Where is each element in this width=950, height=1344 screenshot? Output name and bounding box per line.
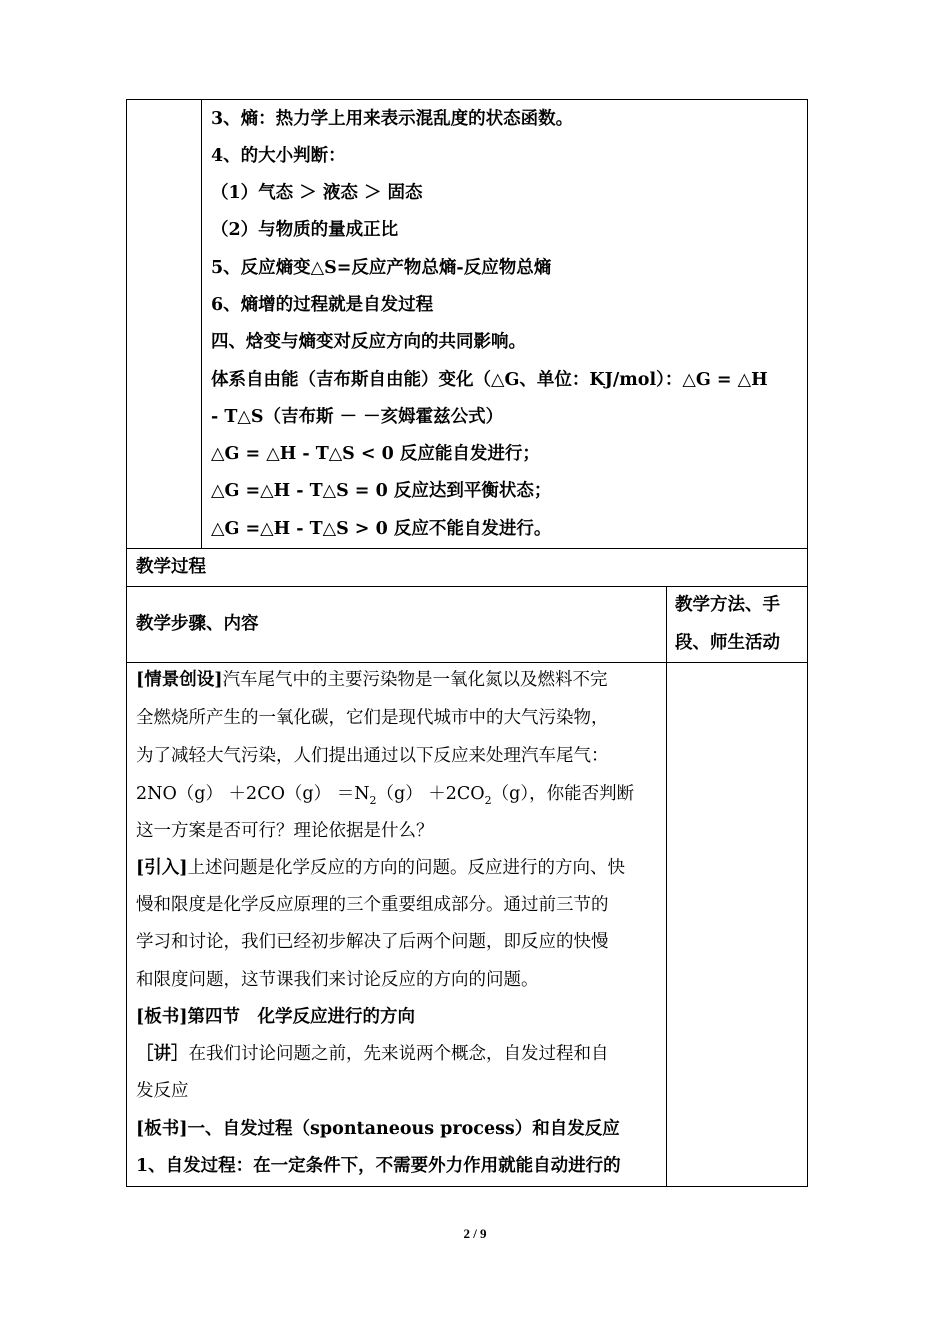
- methods-column-header-line1: 教学方法、手: [675, 595, 780, 615]
- body-line-7: 慢和限度是化学反应原理的三个重要组成部分。通过前三节的: [136, 895, 609, 915]
- scenario-text: 汽车尾气中的主要污染物是一氧化氮以及燃料不完: [222, 670, 608, 690]
- page-number: 2 / 9: [463, 1226, 487, 1241]
- section-rule-1: [127, 548, 807, 549]
- entropy-rule-1: （1）气态 ＞ 液态 ＞ 固态: [211, 183, 423, 203]
- lecture-text: 在我们讨论问题之前，先来说两个概念，自发过程和自: [188, 1044, 609, 1064]
- body-line-12: 发反应: [136, 1081, 189, 1101]
- methods-column-rule: [666, 586, 667, 1186]
- board-spontaneous-heading: [板书]一、自发过程（spontaneous process）和自发反应: [136, 1119, 620, 1139]
- entropy-size-heading: 4、的大小判断：: [211, 146, 346, 166]
- body-line-2: 全燃烧所产生的一氧化碳，它们是现代城市中的大气污染物，: [136, 708, 609, 728]
- intro-tag: [引入]: [136, 858, 188, 878]
- gibbs-definition: 体系自由能（吉布斯自由能）变化（△G、单位：KJ/mol）：△G = △H: [211, 370, 768, 390]
- reaction-equation: [136, 784, 634, 806]
- equation-part-a: 2NO（g） ＋2CO（g） ＝N: [136, 784, 370, 804]
- steps-column-header: 教学步骤、内容: [136, 614, 259, 634]
- gibbs-negative: △G = △H - T△S < 0 反应能自发进行；: [211, 444, 540, 464]
- equation-part-b: （g） ＋2CO: [376, 784, 485, 804]
- gibbs-positive: △G =△H - T△S > 0 反应不能自发进行。: [211, 519, 552, 539]
- intro-text: 上述问题是化学反应的方向的问题。反应进行的方向、快: [187, 858, 626, 878]
- body-line-9: 和限度问题，这节课我们来讨论反应的方向的问题。: [136, 970, 539, 990]
- section-header: 教学过程: [136, 557, 206, 577]
- scenario-line: [136, 670, 608, 690]
- equation-subscript-1: 2: [369, 794, 377, 807]
- equation-part-c: （g），你能否判断: [491, 784, 635, 804]
- body-line-3: 为了减轻大气污染，人们提出通过以下反应来处理汽车尾气：: [136, 746, 609, 766]
- lecture-line: [136, 1044, 609, 1064]
- entropy-definition: 3、熵：热力学上用来表示混乱度的状态函数。: [211, 109, 574, 129]
- section-rule-2: [127, 586, 807, 587]
- top-left-column-rule: [201, 100, 202, 548]
- scenario-tag: [情景创设]: [136, 670, 223, 690]
- equation-subscript-2: 2: [484, 794, 492, 807]
- gibbs-zero: △G =△H - T△S = 0 反应达到平衡状态；: [211, 481, 552, 501]
- gibbs-formula: - T△S（吉布斯 － －亥姆霍兹公式）: [211, 407, 504, 427]
- methods-column-header-line2: 段、师生活动: [675, 633, 780, 653]
- body-line-5: 这一方案是否可行？理论依据是什么？: [136, 821, 434, 841]
- lecture-tag: ［讲］: [136, 1044, 189, 1064]
- entropy-rule-2: （2）与物质的量成正比: [211, 220, 399, 240]
- reaction-entropy-change: 5、反应熵变△S=反应产物总熵-反应物总熵: [211, 258, 552, 278]
- combined-effect-heading: 四、焓变与熵变对反应方向的共同影响。: [211, 332, 526, 352]
- body-line-8: 学习和讨论，我们已经初步解决了后两个问题，即反应的快慢: [136, 932, 609, 952]
- board-section-title: [板书]第四节 化学反应进行的方向: [136, 1007, 416, 1027]
- section-rule-3: [127, 662, 807, 663]
- intro-line: [136, 858, 625, 878]
- spontaneous-process-definition: 1、自发过程：在一定条件下，不需要外力作用就能自动进行的: [136, 1156, 621, 1176]
- entropy-increase-note: 6、熵增的过程就是自发过程: [211, 295, 434, 315]
